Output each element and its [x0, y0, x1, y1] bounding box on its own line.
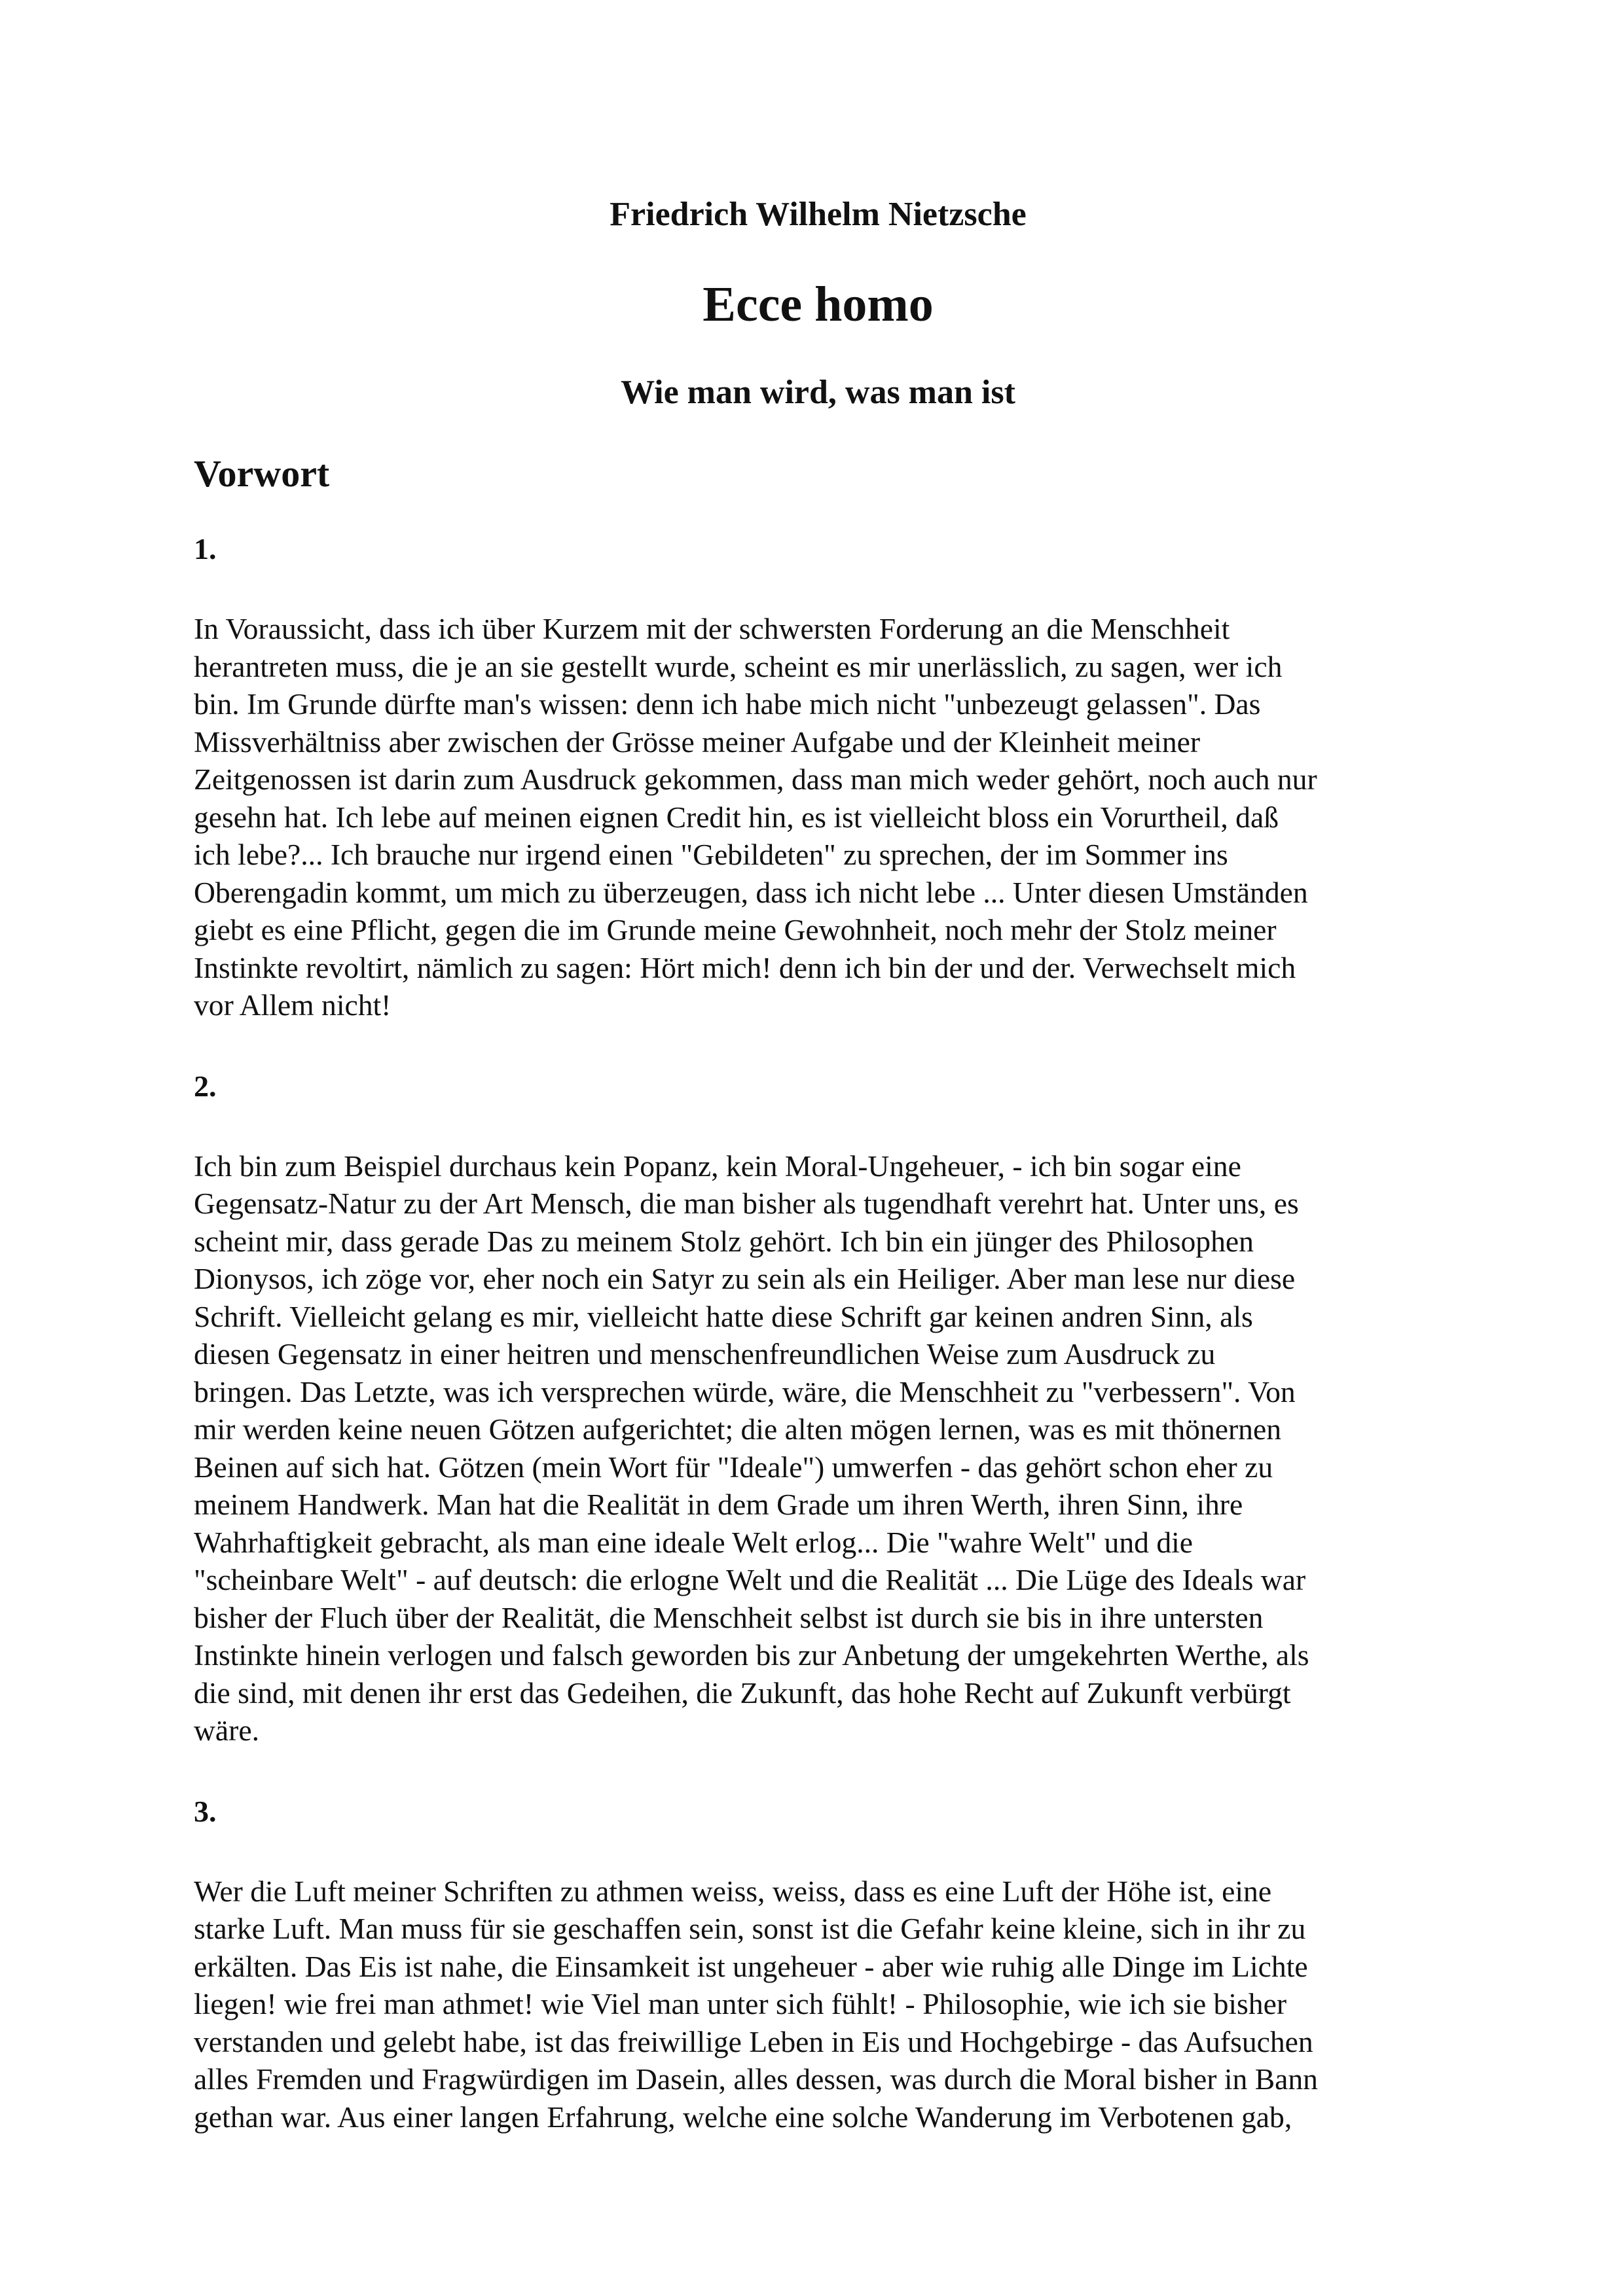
section-number: 2.	[194, 1069, 217, 1103]
document-body	[194, 450, 1438, 2179]
document-title: Ecce homo	[702, 277, 934, 332]
section-paragraph: Wer die Luft meiner Schriften zu athmen weiss, weiss, dass es eine Luft der Höhe ist, eine starke Luft. Man muss für sie geschaffen sein, sonst ist die Gefahr keine kleine, sich in ihr zu erkälten. Das Eis ist nahe, die Einsamkeit ist ungeheuer - aber wie ruhig alle Dinge im Lichte liegen! wie frei man athmet! wie Viel man unter sich fühlt! - Philosophie, wie ich sie bisher verstanden und gelebt habe, ist das freiwillige Leben in Eis und Hochgebirge - das Aufsuchen alles Fremden und Fragwürdigen im Dasein, alles dessen, was durch die Moral bisher in Bann gethan war. Aus einer langen Erfahrung, welche eine solche Wanderung im Verbotenen gab,	[194, 1874, 1318, 2134]
section-number: 1.	[194, 532, 217, 565]
author-name: Friedrich Wilhelm Nietzsche	[610, 196, 1027, 233]
section-paragraph: Ich bin zum Beispiel durchaus kein Popanz, kein Moral-Ungeheuer, - ich bin sogar eine Gegensatz-Natur zu der Art Mensch, die man bisher als tugendhaft verehrt hat. Unter uns, es scheint mir, dass gerade Das zu meinem Stolz gehört. Ich bin ein jünger des Philosophen Dionysos, ich zöge vor, eher noch ein Satyr zu sein als ein Heiliger. Aber man lese nur diese Schrift. Vielleicht gelang es mir, vielleicht hatte diese Schrift gar keinen andren Sinn, als diesen Gegensatz in einer heitren und menschenfreundlichen Weise zum Ausdruck zu bringen. Das Letzte, was ich versprechen würde, wäre, die Menschheit zu "verbessern". Von mir werden keine neuen Götzen aufgerichtet; die alten mögen lernen, was es mit thönernen Beinen auf sich hat. Götzen (mein Wort für "Ideale") umwerfen - das gehört schon eher zu meinem Handwerk. Man hat die Realität in dem Grade um ihren Werth, ihren Sinn, ihre Wahrhaftigkeit gebracht, als man eine ideale Welt erlog... Die "wahre Welt" und die "scheinbare Welt" - auf deutsch: die erlogne Welt und die Realität ... Die Lüge des Ideals war bisher der Fluch über der Realität, die Menschheit selbst ist durch sie bis in ihre untersten Instinkte hinein verlogen und falsch geworden bis zur Anbetung der umgekehrten Werthe, als die sind, mit denen ihr erst das Gedeihen, die Zukunft, das hohe Recht auf Zukunft verbürgt wäre.	[194, 1149, 1309, 1747]
section-number: 3.	[194, 1794, 217, 1828]
document-subtitle: Wie man wird, was man ist	[621, 374, 1015, 411]
section-paragraph: In Voraussicht, dass ich über Kurzem mit der schwersten Forderung an die Menschheit herantreten muss, die je an sie gestellt wurde, scheint es mir unerlässlich, zu sagen, wer ich bin. Im Grunde dürfte man's wissen: denn ich habe mich nicht "unbezeugt gelassen". Das Missverhältniss aber zwischen der Grösse meiner Aufgabe und der Kleinheit meiner Zeitgenossen ist darin zum Ausdruck gekommen, dass man mich weder gehört, noch auch nur gesehn hat. Ich lebe auf meinen eignen Credit hin, es ist vielleicht bloss ein Vorurtheil, daß ich lebe?... Ich brauche nur irgend einen "Gebildeten" zu sprechen, der im Sommer ins Oberengadin kommt, um mich zu überzeugen, dass ich nicht lebe ... Unter diesen Umständen giebt es eine Pflicht, gegen die im Grunde meine Gewohnheit, noch mehr der Stolz meiner Instinkte revoltirt, nämlich zu sagen: Hört mich! denn ich bin der und der. Verwechselt mich vor Allem nicht!	[194, 612, 1317, 1022]
section-heading: Vorwort	[194, 452, 330, 495]
